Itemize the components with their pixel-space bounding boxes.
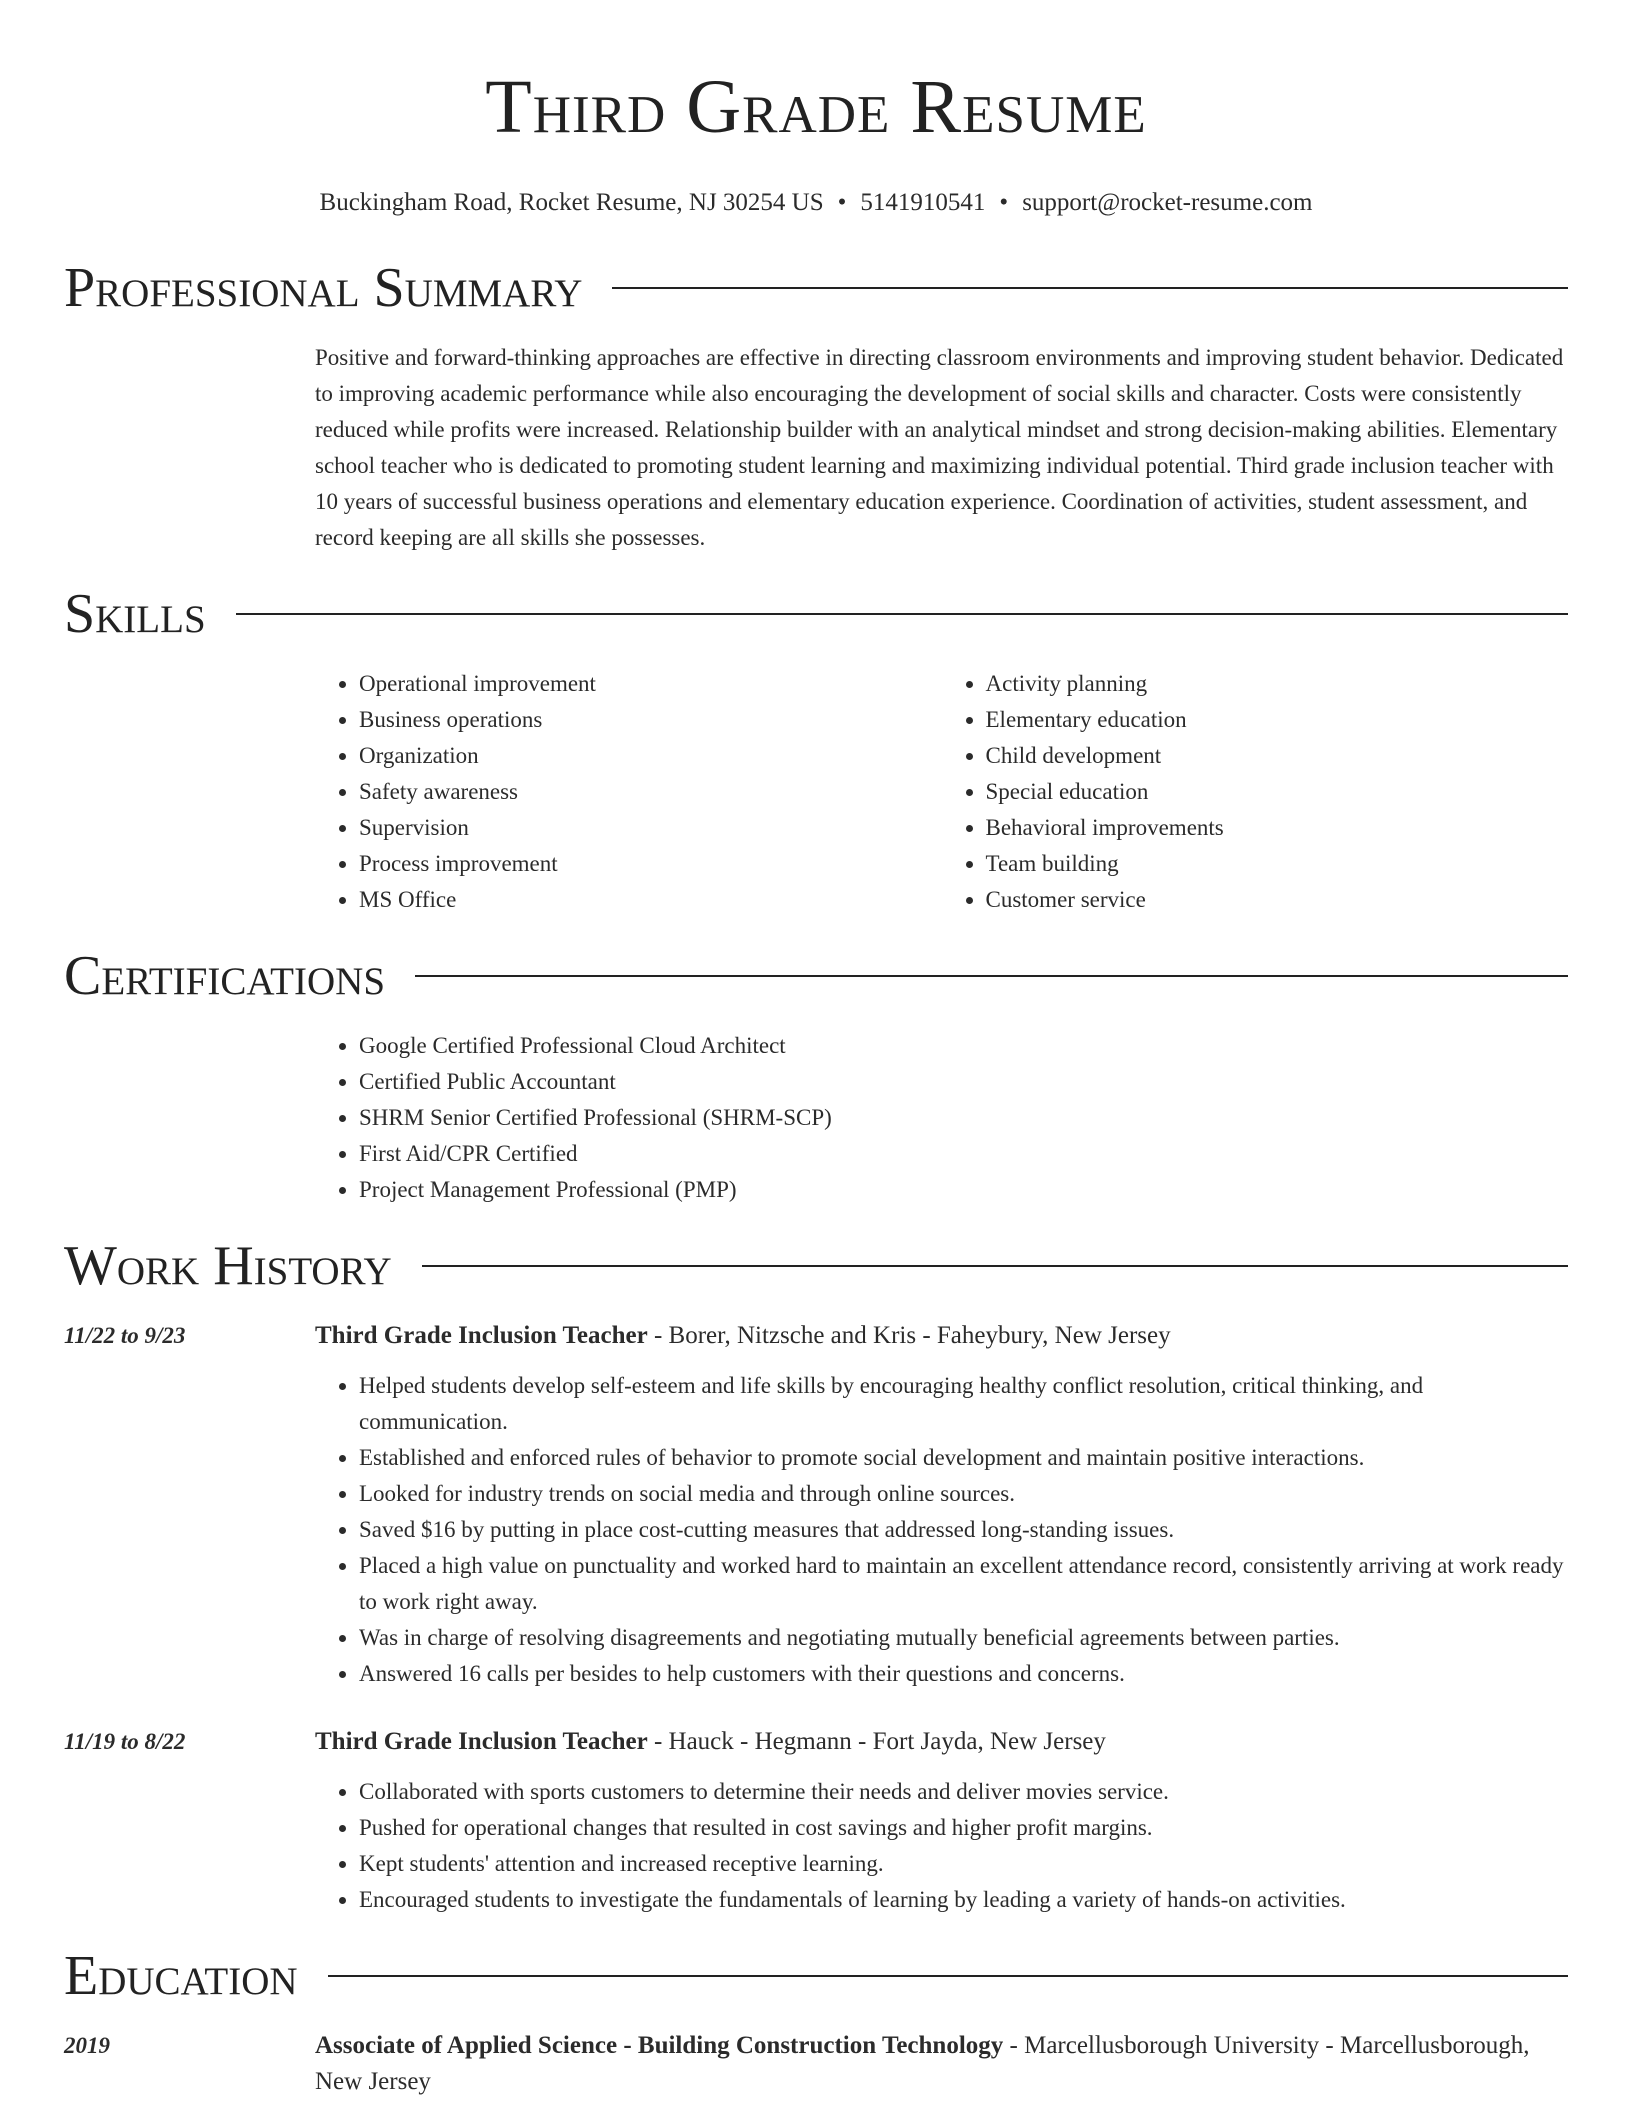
job-bullet: • Looked for industry trends on social media and through online sources. [359,1476,1568,1512]
contact-separator: • [999,189,1009,216]
job-bullet: • Helped students develop self-esteem and life skills by encouraging healthy conflict resolution, critical thinking, and communication. [359,1368,1568,1440]
job-bullet: • Answered 16 calls per besides to help customers with their questions and concerns. [359,1656,1568,1692]
skill-item: • Child development [986,738,1569,774]
job-bullets [315,1774,1568,1918]
job-entry [64,1318,1568,1692]
certifications-section [0,946,1632,1208]
job-bullet: • Was in charge of resolving disagreements and negotiating mutually beneficial agreements between parties. [359,1620,1568,1656]
section-divider [328,1975,1568,1977]
skill-item: • Organization [359,738,942,774]
skill-item: • Special education [986,774,1569,810]
education-title-line [315,2028,1568,2100]
section-divider [422,1265,1568,1267]
certification-item: • Certified Public Accountant [359,1064,1568,1100]
job-body [315,1318,1568,1692]
certification-item: • First Aid/CPR Certified [359,1136,1568,1172]
contact-line [0,188,1632,218]
section-divider [236,613,1568,615]
skill-item: • MS Office [359,882,942,918]
summary-heading-row [64,258,1568,318]
job-role: Third Grade Inclusion Teacher [315,1322,648,1349]
certification-item: • Google Certified Professional Cloud Architect [359,1028,1568,1064]
job-bullets [315,1368,1568,1692]
skill-item: • Supervision [359,810,942,846]
section-divider [415,975,1568,977]
contact-separator: • [837,189,847,216]
job-bullet: • Kept students' attention and increased receptive learning. [359,1846,1568,1882]
job-organization: - Borer, Nitzsche and Kris - Faheybury, New Jersey [647,1322,1171,1349]
skill-item: • Process improvement [359,846,942,882]
certification-item: • Project Management Professional (PMP) [359,1172,1568,1208]
job-title-line [315,1724,1568,1760]
certification-item: • SHRM Senior Certified Professional (SHRM-SCP) [359,1100,1568,1136]
education-year: 2019 [64,2033,110,2058]
job-bullet: • Saved $16 by putting in place cost-cutting measures that addressed long-standing issues. [359,1512,1568,1548]
education-body [315,2028,1568,2100]
certifications-heading-row [64,946,1568,1006]
job-bullet: • Collaborated with sports customers to determine their needs and deliver movies service. [359,1774,1568,1810]
summary-text: Positive and forward-thinking approaches are effective in directing classroom environments and improving student behavior. Dedicated to improving academic performance while also encouraging the development of social skills and character. Costs were consistently reduced while profits were increased. Relationship builder with an analytical mindset and strong decision-making abilities. Elementary school teacher who is dedicated to promoting student learning and maximizing individual potential. Third grade inclusion teacher with 10 years of successful business operations and elementary education experience. Coordination of activities, student assessment, and record keeping are all skills she possesses. [315,345,1564,550]
education-heading: Education [64,1945,298,2007]
job-dates: 11/22 to 9/23 [64,1323,186,1348]
contact-email: support@rocket-resume.com [1022,189,1313,216]
job-entry [64,1724,1568,1918]
work-heading-row [64,1236,1568,1296]
education-heading-row [64,1946,1568,2006]
job-bullet: • Established and enforced rules of behavior to promote social development and maintain positive interactions. [359,1440,1568,1476]
skill-item: • Team building [986,846,1569,882]
certifications-heading: Certifications [64,945,386,1007]
job-organization: - Hauck - Hegmann - Fort Jayda, New Jersey [647,1728,1106,1755]
summary-heading: Professional Summary [64,257,583,319]
skill-item: • Safety awareness [359,774,942,810]
work-history-heading: Work History [64,1235,392,1297]
education-degree: Associate of Applied Science - Building Construction Technology [315,2032,1004,2059]
education-section [0,1946,1632,2100]
education-school: - Marcellusborough University - Marcellusborough, New Jersey [315,2032,1530,2095]
contact-phone: 5141910541 [860,189,986,216]
skill-item: • Behavioral improvements [986,810,1569,846]
job-bullet: • Pushed for operational changes that resulted in cost savings and higher profit margins. [359,1810,1568,1846]
skills-section [0,584,1632,918]
job-bullet: • Placed a high value on punctuality and worked hard to maintain an excellent attendance record, consistently arriving at work ready to work right away. [359,1548,1568,1620]
skill-item: • Business operations [359,702,942,738]
resume-name: Third Grade Resume [485,65,1147,149]
job-body [315,1724,1568,1918]
job-title-line [315,1318,1568,1354]
summary-section [0,258,1632,556]
skill-item: • Operational improvement [359,666,942,702]
skills-column-right [942,666,1569,918]
resume-header [0,0,1632,218]
job-role: Third Grade Inclusion Teacher [315,1728,648,1755]
skills-heading: Skills [64,583,206,645]
skill-item: • Customer service [986,882,1569,918]
skills-list [315,666,1568,918]
education-entry [64,2028,1568,2100]
skill-item: • Elementary education [986,702,1569,738]
skills-heading-row [64,584,1568,644]
section-divider [612,287,1568,289]
job-bullet: • Encouraged students to investigate the fundamentals of learning by leading a variety of hands-on activities. [359,1882,1568,1918]
job-dates: 11/19 to 8/22 [64,1729,186,1754]
work-history-section [0,1236,1632,1918]
skills-column-left [315,666,942,918]
certifications-list [315,1028,1568,1208]
skill-item: • Activity planning [986,666,1569,702]
contact-address: Buckingham Road, Rocket Resume, NJ 30254 US [319,189,824,216]
